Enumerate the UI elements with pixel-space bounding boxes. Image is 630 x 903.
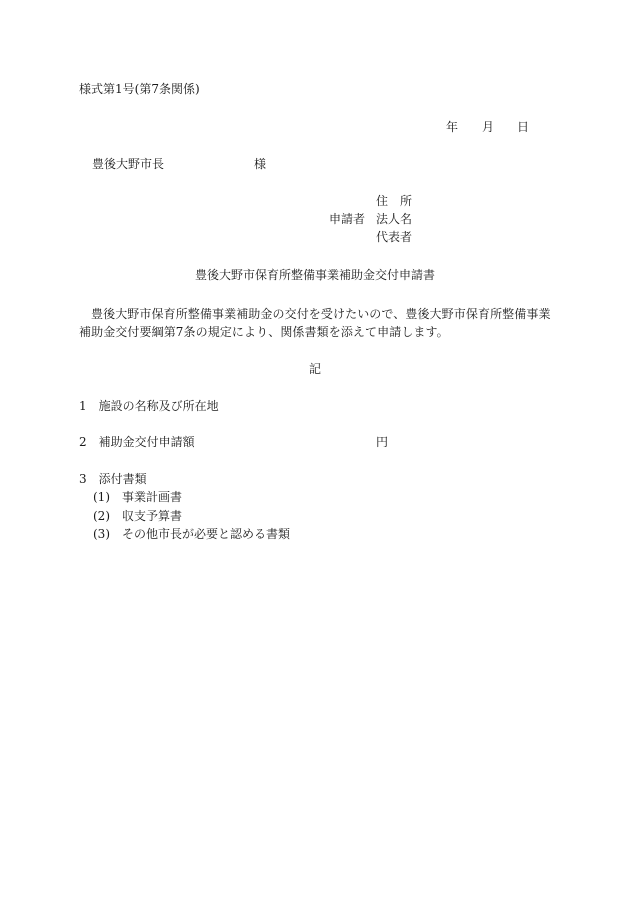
date-month-label: 月: [482, 120, 495, 134]
item-facility-name-location: 1 施設の名称及び所在地: [79, 399, 219, 413]
date-day-label: 日: [517, 120, 530, 134]
date-year-label: 年: [446, 120, 459, 134]
applicant-address-label: 住 所: [376, 194, 413, 208]
attachment-item: (3) その他市長が必要と認める書類: [93, 527, 290, 541]
document-title: 豊後大野市保育所整備事業補助金交付申請書: [194, 268, 435, 282]
addressee-honorific: 様: [254, 157, 267, 171]
attachment-item: (2) 収支予算書: [93, 509, 182, 523]
item-subsidy-amount: 2 補助金交付申請額: [79, 435, 195, 449]
item-subsidy-amount-unit: 円: [376, 435, 389, 449]
applicant-label: 申請者: [329, 212, 366, 226]
applicant-representative-label: 代表者: [376, 230, 413, 244]
addressee-name: 豊後大野市長: [92, 157, 165, 171]
attachment-item: (1) 事業計画書: [93, 490, 182, 504]
item-attachments: 3 添付書類: [79, 472, 147, 486]
body-paragraph: 豊後大野市保育所整備事業補助金の交付を受けたいので、豊後大野市保育所整備事業補助金交付要綱第7条の規定により、関係書類を添えて申請します。: [79, 307, 551, 339]
ki-heading: 記: [308, 362, 321, 376]
applicant-corp-name-label: 法人名: [376, 212, 413, 226]
form-number-label: 様式第1号(第7条関係): [79, 82, 200, 96]
